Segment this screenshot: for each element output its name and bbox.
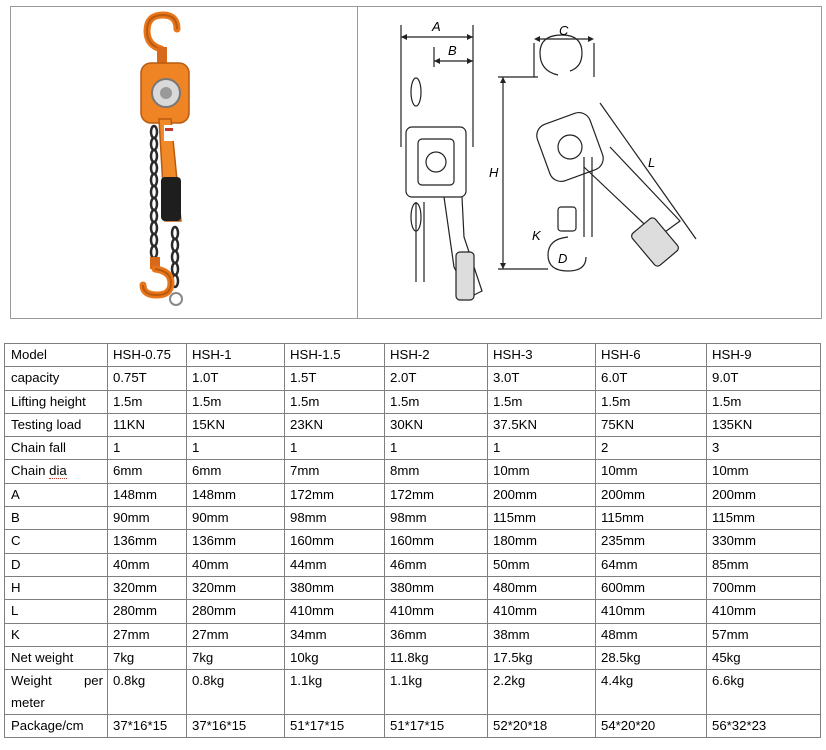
- row-label: Net weight: [5, 646, 108, 669]
- table-cell: 1.5m: [707, 390, 821, 413]
- table-row: [5, 715, 821, 738]
- table-cell: 10mm: [488, 460, 596, 483]
- table-cell: 57mm: [707, 623, 821, 646]
- dim-label-l: L: [648, 155, 656, 170]
- table-cell: 15KN: [187, 413, 285, 436]
- row-label-part: meter: [11, 695, 45, 711]
- row-label: Lifting height: [5, 390, 108, 413]
- table-cell: 2.0T: [385, 367, 488, 390]
- product-figure: [10, 6, 822, 319]
- table-cell: 410mm: [285, 600, 385, 623]
- row-label: L: [5, 600, 108, 623]
- row-label: D: [5, 553, 108, 576]
- table-cell: 44mm: [285, 553, 385, 576]
- table-cell: 50mm: [488, 553, 596, 576]
- table-cell: 11.8kg: [385, 646, 488, 669]
- table-cell: 115mm: [596, 507, 707, 530]
- table-cell: 148mm: [108, 483, 187, 506]
- table-cell: 37*16*15: [187, 715, 285, 738]
- table-row: [5, 367, 821, 390]
- table-cell: 85mm: [707, 553, 821, 576]
- header-cell: HSH-0.75: [108, 344, 187, 367]
- table-cell: 4.4kg: [596, 670, 707, 715]
- row-label: B: [5, 507, 108, 530]
- table-cell: 1.1kg: [385, 670, 488, 715]
- dim-label-a: A: [432, 19, 441, 34]
- table-cell: 410mm: [707, 600, 821, 623]
- table-row: [5, 646, 821, 669]
- table-cell: 1.5m: [285, 390, 385, 413]
- table-cell: 410mm: [488, 600, 596, 623]
- table-row: [5, 576, 821, 599]
- table-cell: 3: [707, 437, 821, 460]
- table-cell: 7kg: [187, 646, 285, 669]
- table-cell: 2.2kg: [488, 670, 596, 715]
- table-row: [5, 553, 821, 576]
- table-cell: 1.5m: [108, 390, 187, 413]
- table-row: [5, 623, 821, 646]
- table-cell: 115mm: [488, 507, 596, 530]
- table-cell: 98mm: [385, 507, 488, 530]
- table-cell: 1: [488, 437, 596, 460]
- table-cell: 7kg: [108, 646, 187, 669]
- table-cell: 38mm: [488, 623, 596, 646]
- header-cell: HSH-9: [707, 344, 821, 367]
- table-cell: 115mm: [707, 507, 821, 530]
- table-cell: 700mm: [707, 576, 821, 599]
- table-cell: 6.6kg: [707, 670, 821, 715]
- row-label: Chain fall: [5, 437, 108, 460]
- dim-label-k: K: [532, 228, 541, 243]
- table-cell: 148mm: [187, 483, 285, 506]
- table-cell: 9.0T: [707, 367, 821, 390]
- table-cell: 23KN: [285, 413, 385, 436]
- table-cell: 27mm: [108, 623, 187, 646]
- row-label: H: [5, 576, 108, 599]
- table-cell: 51*17*15: [285, 715, 385, 738]
- header-cell: HSH-1.5: [285, 344, 385, 367]
- table-cell: 410mm: [596, 600, 707, 623]
- table-cell: 380mm: [385, 576, 488, 599]
- table-cell: 1.5m: [385, 390, 488, 413]
- table-cell: 48mm: [596, 623, 707, 646]
- table-cell: 98mm: [285, 507, 385, 530]
- table-cell: 135KN: [707, 413, 821, 436]
- row-label-part: dia: [49, 463, 67, 479]
- row-label-part: Weight: [11, 673, 52, 689]
- table-cell: 40mm: [187, 553, 285, 576]
- table-cell: 380mm: [285, 576, 385, 599]
- row-label-line: [11, 670, 103, 692]
- row-label: Package/cm: [5, 715, 108, 738]
- table-cell: 36mm: [385, 623, 488, 646]
- row-label: capacity: [5, 367, 108, 390]
- table-cell: 40mm: [108, 553, 187, 576]
- table-cell: 28.5kg: [596, 646, 707, 669]
- table-cell: 0.8kg: [187, 670, 285, 715]
- table-cell: 1.1kg: [285, 670, 385, 715]
- table-cell: 160mm: [285, 530, 385, 553]
- header-cell: HSH-6: [596, 344, 707, 367]
- row-label: [5, 670, 108, 715]
- row-label: K: [5, 623, 108, 646]
- table-cell: 2: [596, 437, 707, 460]
- table-cell: 64mm: [596, 553, 707, 576]
- dim-label-c: C: [559, 23, 569, 38]
- table-cell: 51*17*15: [385, 715, 488, 738]
- row-label-part: per: [83, 673, 103, 689]
- table-header-row: [5, 344, 821, 367]
- table-cell: 200mm: [596, 483, 707, 506]
- table-row: [5, 437, 821, 460]
- table-cell: 180mm: [488, 530, 596, 553]
- table-cell: 45kg: [707, 646, 821, 669]
- table-cell: 280mm: [108, 600, 187, 623]
- table-cell: 52*20*18: [488, 715, 596, 738]
- table-cell: 280mm: [187, 600, 285, 623]
- table-cell: 27mm: [187, 623, 285, 646]
- dim-label-h: H: [489, 165, 499, 180]
- row-label-part: Chain: [11, 463, 50, 479]
- table-cell: 0.8kg: [108, 670, 187, 715]
- table-cell: 172mm: [285, 483, 385, 506]
- table-cell: 200mm: [707, 483, 821, 506]
- table-cell: 1.5T: [285, 367, 385, 390]
- header-cell: HSH-3: [488, 344, 596, 367]
- dim-label-b: B: [448, 43, 457, 58]
- table-cell: 37*16*15: [108, 715, 187, 738]
- table-cell: 34mm: [285, 623, 385, 646]
- table-cell: 320mm: [187, 576, 285, 599]
- table-cell: 6mm: [108, 460, 187, 483]
- table-row: [5, 507, 821, 530]
- table-cell: 320mm: [108, 576, 187, 599]
- header-cell-model: Model: [5, 344, 108, 367]
- table-cell: 1: [385, 437, 488, 460]
- table-row: [5, 483, 821, 506]
- table-cell: 0.75T: [108, 367, 187, 390]
- row-label: A: [5, 483, 108, 506]
- table-cell: 3.0T: [488, 367, 596, 390]
- table-row: [5, 670, 821, 715]
- table-cell: 1: [285, 437, 385, 460]
- dim-label-d: D: [558, 251, 568, 266]
- table-cell: 90mm: [108, 507, 187, 530]
- table-cell: 10kg: [285, 646, 385, 669]
- table-cell: 10mm: [707, 460, 821, 483]
- table-cell: 1: [187, 437, 285, 460]
- table-cell: 330mm: [707, 530, 821, 553]
- table-cell: 30KN: [385, 413, 488, 436]
- table-cell: 136mm: [187, 530, 285, 553]
- table-cell: 136mm: [108, 530, 187, 553]
- table-row: [5, 460, 821, 483]
- table-cell: 75KN: [596, 413, 707, 436]
- table-cell: 172mm: [385, 483, 488, 506]
- dimension-diagram: [358, 7, 823, 318]
- hoist-photo: [11, 7, 357, 318]
- table-row: [5, 390, 821, 413]
- table-cell: 160mm: [385, 530, 488, 553]
- table-cell: 10mm: [596, 460, 707, 483]
- table-cell: 17.5kg: [488, 646, 596, 669]
- table-cell: 1.5m: [488, 390, 596, 413]
- table-cell: 480mm: [488, 576, 596, 599]
- dimension-drawing: [358, 7, 823, 318]
- row-label: Testing load: [5, 413, 108, 436]
- table-cell: 235mm: [596, 530, 707, 553]
- table-cell: 1.5m: [596, 390, 707, 413]
- table-cell: 11KN: [108, 413, 187, 436]
- table-cell: 1.5m: [187, 390, 285, 413]
- table-cell: 200mm: [488, 483, 596, 506]
- table-cell: 37.5KN: [488, 413, 596, 436]
- row-label: [5, 460, 108, 483]
- table-cell: 7mm: [285, 460, 385, 483]
- row-label: C: [5, 530, 108, 553]
- table-cell: 1.0T: [187, 367, 285, 390]
- spec-table: [4, 343, 821, 738]
- table-cell: 1: [108, 437, 187, 460]
- table-row: [5, 413, 821, 436]
- table-cell: 46mm: [385, 553, 488, 576]
- table-cell: 410mm: [385, 600, 488, 623]
- table-row: [5, 530, 821, 553]
- header-cell: HSH-1: [187, 344, 285, 367]
- table-cell: 600mm: [596, 576, 707, 599]
- header-cell: HSH-2: [385, 344, 488, 367]
- table-cell: 8mm: [385, 460, 488, 483]
- table-cell: 54*20*20: [596, 715, 707, 738]
- table-row: [5, 600, 821, 623]
- table-cell: 6mm: [187, 460, 285, 483]
- lever-hoist-illustration: [11, 7, 357, 318]
- table-cell: 56*32*23: [707, 715, 821, 738]
- table-cell: 90mm: [187, 507, 285, 530]
- table-cell: 6.0T: [596, 367, 707, 390]
